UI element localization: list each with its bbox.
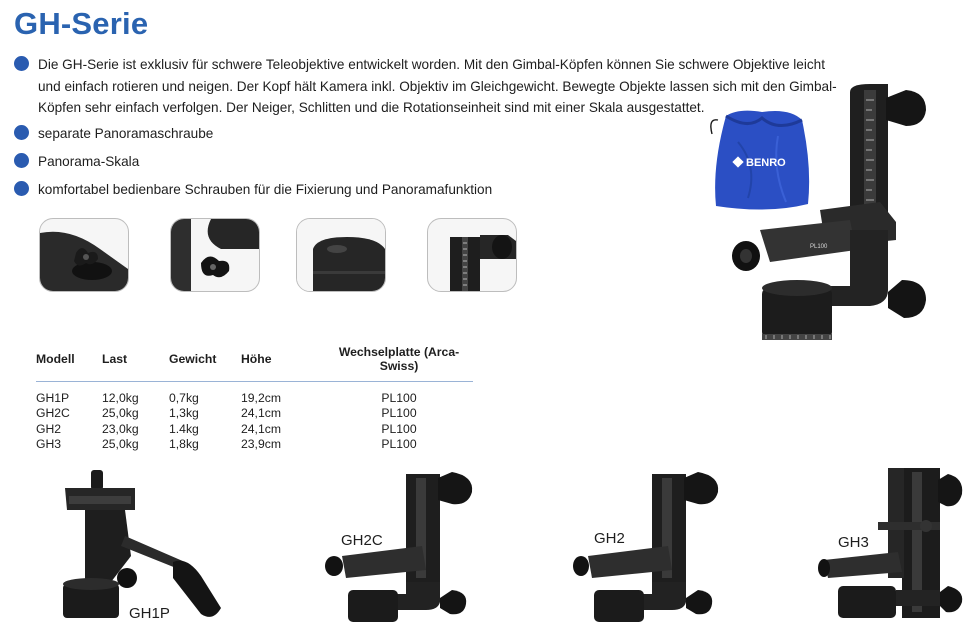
bullet-dot-icon: [14, 181, 29, 196]
cell-modell: GH2C: [36, 406, 70, 421]
product-label-gh2: GH2: [594, 530, 625, 547]
table-row: [36, 382, 473, 406]
table-header-row: [36, 345, 473, 382]
cell-hoehe: 24,1cm: [241, 421, 281, 436]
cell-gewicht: 1.4kg: [169, 421, 199, 436]
table-row: [36, 421, 473, 437]
bullet-dot-icon: [14, 125, 29, 140]
product-label-gh2c: GH2C: [341, 532, 383, 549]
cell-last: 25,0kg: [102, 437, 139, 452]
column-header-hoehe: Höhe: [241, 345, 325, 382]
cell-modell: GH1P: [36, 390, 70, 405]
product-label-gh1p: GH1P: [129, 605, 170, 622]
feature-text: Die GH-Serie ist exklusiv für schwere Teleobjektive entwickelt worden. Mit den Gimbal-Köpfen können Sie schwere Objektive leicht und einfach rotieren und neigen. Der Kopf hält Kamera inkl. Objektiv im Gleichgewicht. Bewegte Objekte lassen sich mit den Gimbal-Köpfen sehr einfach verfolgen. Der Neiger, Schlitten und die Rotationseinheit sind mit einer Skala ausgestattet.: [38, 57, 837, 115]
column-header-modell: Modell: [36, 345, 102, 382]
bag-brand-logo: BENRO: [746, 157, 786, 169]
product-photo-gh2: [572, 470, 742, 625]
bullet-dot-icon: [14, 56, 29, 71]
cell-gewicht: 0,7kg: [169, 390, 199, 405]
detail-photo-tilt-scale: [427, 218, 517, 292]
bullet-dot-icon: [14, 153, 29, 168]
product-label-gh3: GH3: [838, 534, 869, 551]
table-row: [36, 406, 473, 422]
feature-text: separate Panoramaschraube: [38, 125, 214, 141]
cell-modell: GH2: [36, 421, 62, 436]
column-header-gewicht: Gewicht: [169, 345, 241, 382]
product-photo-gh1p: [55, 466, 245, 626]
table-row: [36, 437, 473, 453]
detail-photo-knob: [170, 218, 260, 292]
detail-photo-panorama-scale: [296, 218, 386, 292]
cell-wechselplatte: PL100: [381, 390, 417, 405]
cell-hoehe: 23,9cm: [241, 437, 281, 452]
cell-gewicht: 1,3kg: [169, 406, 199, 421]
specs-table: [36, 345, 473, 452]
feature-text: Panorama-Skala: [38, 153, 140, 169]
cell-gewicht: 1,8kg: [169, 437, 199, 452]
column-header-last: Last: [102, 345, 169, 382]
cell-last: 23,0kg: [102, 421, 139, 436]
cell-wechselplatte: PL100: [381, 406, 417, 421]
cell-wechselplatte: PL100: [381, 421, 417, 436]
plate-label: PL100: [810, 244, 828, 250]
cell-last: 25,0kg: [102, 406, 139, 421]
page-title: GH-Serie: [14, 6, 149, 41]
cell-hoehe: 19,2cm: [241, 390, 281, 405]
cell-last: 12,0kg: [102, 390, 139, 405]
cell-hoehe: 24,1cm: [241, 406, 281, 421]
column-header-wechselplatte: Wechselplatte (Arca- Swiss): [325, 345, 473, 382]
feature-text: komfortabel bedienbare Schrauben für die Fixierung und Panoramafunktion: [38, 181, 493, 197]
cell-wechselplatte: PL100: [381, 437, 417, 452]
detail-photo-panorama-screw: [39, 218, 129, 292]
carry-bag-photo: [708, 106, 816, 214]
cell-modell: GH3: [36, 437, 62, 452]
